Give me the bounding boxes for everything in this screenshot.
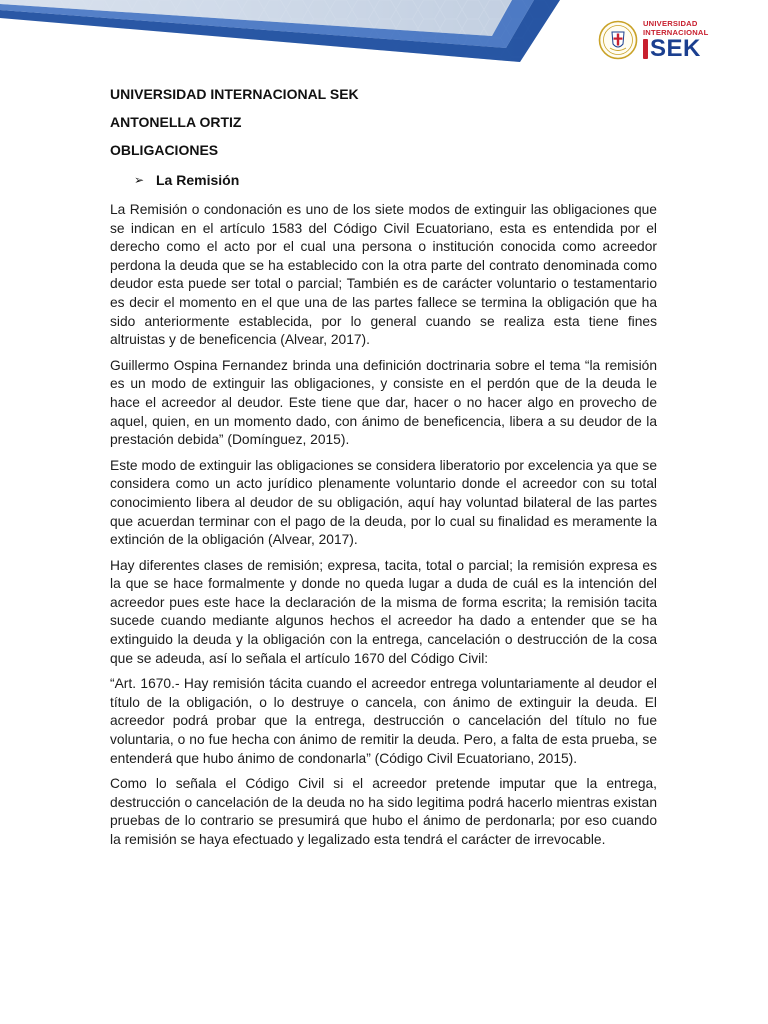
- arrow-bullet-icon: ➢: [134, 173, 145, 187]
- paragraph: Guillermo Ospina Fernandez brinda una definición doctrinaria sobre el tema “la remisión es un modo de extinguir las obligaciones, y consiste en el perdón que de la deuda le hace el acreedor al deudor. Este tiene que dar, hacer o no hacer algo en provecho de aquel, quien, en un momento dado, con ánimo de beneficencia, libera a su deudor de la prestación debida” (Domínguez, 2015).: [110, 357, 657, 448]
- section-title: La Remisión: [156, 172, 240, 188]
- paragraph: Como lo señala el Código Civil si el acreedor pretende imputar que la entrega, destrucción o cancelación de la deuda no ha sido legitima podrá hacerlo mientras existan pruebas de lo contrario se presumirá que hubo el ánimo de perdonarla; por eso cuando la remisión se haya efectuado y legalizado esta tendrá el carácter de irrevocable.: [110, 776, 657, 847]
- subject-heading: OBLIGACIONES: [110, 142, 219, 158]
- logo-text-universidad: UNIVERSIDAD: [643, 19, 698, 29]
- logo-text-sek: SEK: [650, 34, 701, 62]
- paragraph: La Remisión o condonación es uno de los siete modos de extinguir las obligaciones que se indican en el artículo 1583 del Código Civil Ecuatoriano, esta es entendida por el derecho como el acto por el cual una persona o institución conocida como acreedor perdona la deuda que se ha establecido con la otra parte del contrato denominada como deudor esta puede ser total o parcial; También es de carácter voluntario o testamentario es decir el momento en el que una de las partes fallece se termina la obligación que ha sido anteriormente establecida, por lo general cuando se realiza esta tiene fines altruistas y de beneficencia (Alvear, 2017).: [110, 202, 657, 348]
- logo-text-internacional: INTERNACIONAL: [643, 28, 709, 37]
- university-seal-icon: [598, 20, 638, 60]
- institution-heading: UNIVERSIDAD INTERNACIONAL SEK: [110, 86, 359, 102]
- logo-red-bar: [643, 39, 648, 59]
- section-heading: [134, 167, 657, 193]
- paragraph: Hay diferentes clases de remisión; expresa, tacita, total o parcial; la remisión expresa es la que se hace formalmente y donde no queda lugar a duda de cuál es la intención del acreedor pues este hace la declaración de la misma de forma escrita; la remisión tacita sucede cuando mediante algunos hechos el acreedor ha dado a entender que se ha extinguido la deuda y la obligación con la entrega, cancelación o destrucción de la cosa que se adeuda, así lo señala el artículo 1670 del Código Civil:: [110, 557, 657, 666]
- document-body: [110, 83, 657, 857]
- paragraph: Este modo de extinguir las obligaciones se considera liberatorio por excelencia ya que se considera como un acto jurídico plenamente voluntario donde el acreedor con su total conocimiento libera al deudor de su obligación, aquí hay voluntad bilateral de las partes que acuerdan terminar con el pago de la deuda, por lo cual su finalidad es meramente la extinción de la obligación (Alvear, 2017).: [110, 457, 657, 548]
- university-logo: [598, 18, 730, 62]
- quoted-article-paragraph: “Art. 1670.- Hay remisión tácita cuando el acreedor entrega voluntariamente al deudor el título de la obligación, o lo destruye o cancela, con ánimo de extinguir la deuda. El acreedor podrá probar que la entrega, destrucción o cancelación del título no fue voluntaria, o no fue hecha con ánimo de remitir la deuda. Pero, a falta de esta prueba, se entenderá que hubo ánimo de condonarla” (Código Civil Ecuatoriano, 2015).: [110, 676, 657, 766]
- author-name: ANTONELLA ORTIZ: [110, 114, 242, 130]
